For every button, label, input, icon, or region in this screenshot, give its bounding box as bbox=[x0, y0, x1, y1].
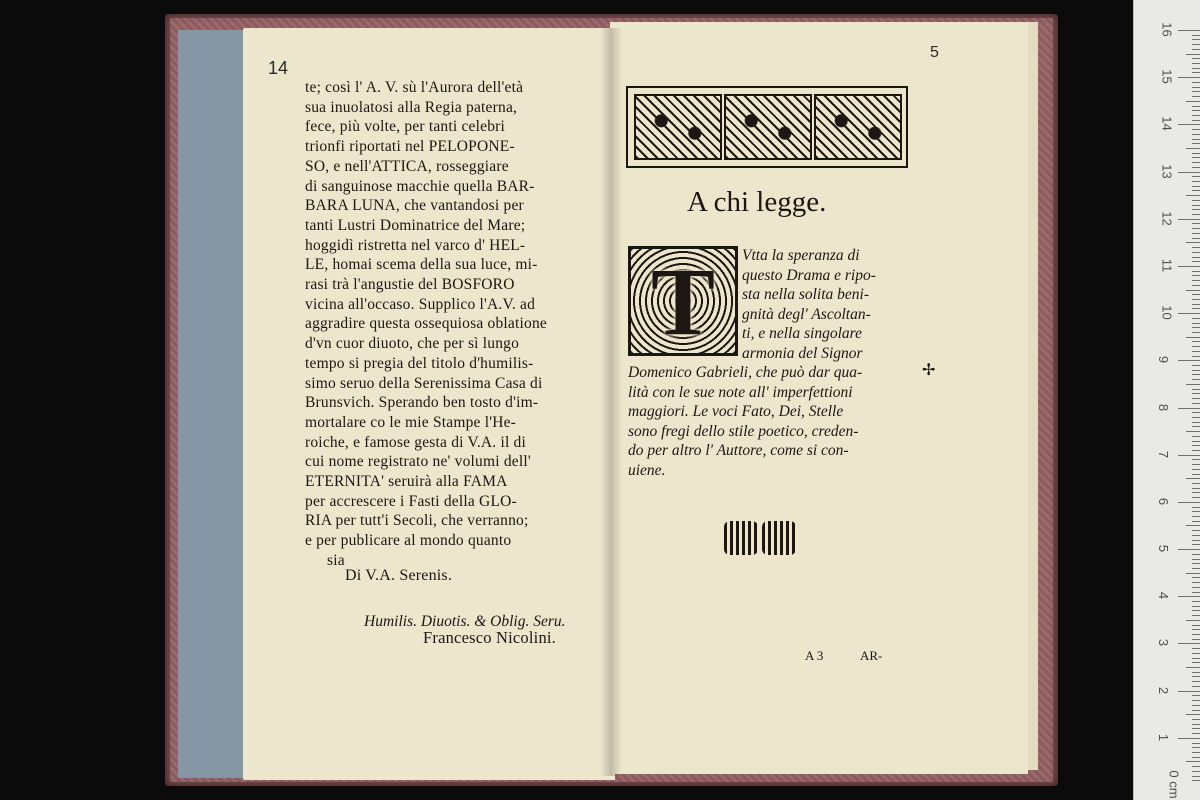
text-line: ti, e nella singolare bbox=[742, 325, 862, 342]
text-line: gnità degl' Ascoltan- bbox=[742, 305, 871, 323]
ruler-tick bbox=[1192, 492, 1200, 493]
ruler-tick bbox=[1192, 780, 1200, 781]
text-line: sono fregi dello stile poetico, creden- bbox=[628, 422, 859, 440]
ruler-number: 12 bbox=[1159, 211, 1175, 226]
book-gutter bbox=[600, 28, 622, 776]
text-line: hoggidì ristretta nel varco d' HEL- bbox=[305, 236, 526, 254]
ruler-tick bbox=[1186, 478, 1200, 479]
ruler-tick bbox=[1192, 544, 1200, 545]
text-line: sta nella solita beni- bbox=[742, 286, 870, 303]
ruler-tick bbox=[1186, 384, 1200, 385]
ruler-tick bbox=[1192, 676, 1200, 677]
ruler-tick bbox=[1192, 412, 1200, 413]
ruler-tick bbox=[1186, 337, 1200, 338]
ruler-tick bbox=[1186, 525, 1200, 526]
ruler-tick bbox=[1178, 266, 1200, 267]
ruler-tick bbox=[1186, 101, 1200, 102]
ruler-tick bbox=[1192, 365, 1200, 366]
text-line: vicina all'occaso. Supplico l'A.V. ad bbox=[305, 295, 536, 313]
ruler-tick bbox=[1192, 214, 1200, 215]
text-line: roiche, e famose gesta di V.A. il di bbox=[305, 433, 526, 451]
ruler-tick bbox=[1192, 700, 1200, 701]
ruler-number: 1 bbox=[1156, 733, 1172, 741]
ruler-tick bbox=[1192, 648, 1200, 649]
ruler-tick bbox=[1192, 304, 1200, 305]
ruler-number: 10 bbox=[1159, 305, 1175, 320]
ruler-tick bbox=[1192, 672, 1200, 673]
ruler-tick bbox=[1192, 559, 1200, 560]
ruler-tick bbox=[1192, 488, 1200, 489]
ruler-tick bbox=[1192, 228, 1200, 229]
ruler-tick bbox=[1186, 667, 1200, 668]
signature-line-1: Humilis. Diuotis. & Oblig. Seru. bbox=[364, 613, 566, 630]
catchword: AR- bbox=[860, 648, 883, 663]
right-page-pencil-number: 5 bbox=[930, 44, 939, 61]
ruler-tick bbox=[1186, 54, 1200, 55]
text-line: BARA LUNA, che vantandosi per bbox=[305, 197, 524, 215]
initial-letter: T bbox=[650, 247, 716, 355]
text-line: mortalare co le mie Stampe l'He- bbox=[305, 413, 517, 431]
tailpiece-ornament bbox=[762, 521, 796, 555]
ruler-tick bbox=[1192, 516, 1200, 517]
ruler-tick bbox=[1192, 200, 1200, 201]
ruler-tick bbox=[1192, 327, 1200, 328]
ruler-tick bbox=[1192, 776, 1200, 777]
ruler-tick bbox=[1192, 233, 1200, 234]
ruler-number: 8 bbox=[1156, 403, 1172, 411]
ruler-tick bbox=[1192, 757, 1200, 758]
text-line: simo seruo della Serenissima Casa di bbox=[305, 374, 543, 392]
ruler-tick bbox=[1186, 761, 1200, 762]
ruler-tick bbox=[1178, 30, 1200, 31]
ruler-tick bbox=[1192, 294, 1200, 295]
ruler-tick bbox=[1192, 469, 1200, 470]
ruler-tick bbox=[1192, 181, 1200, 182]
ruler-tick bbox=[1192, 601, 1200, 602]
ruler-tick bbox=[1192, 299, 1200, 300]
ruler-tick bbox=[1192, 507, 1200, 508]
ruler-number: 7 bbox=[1156, 450, 1172, 458]
ruler-tick bbox=[1192, 752, 1200, 753]
text-line: cui nome registrato ne' volumi dell' bbox=[305, 453, 531, 471]
ruler-tick bbox=[1192, 186, 1200, 187]
ruler-tick bbox=[1192, 417, 1200, 418]
text-line: lità con le sue note all' imperfettioni bbox=[628, 383, 853, 401]
ruler-tick bbox=[1192, 710, 1200, 711]
ruler-tick bbox=[1178, 77, 1200, 78]
ruler-tick bbox=[1192, 68, 1200, 69]
ruler-tick bbox=[1178, 502, 1200, 503]
text-line: e per publicare al mondo quanto bbox=[305, 532, 512, 550]
text-line: maggiori. Le voci Fato, Dei, Stelle bbox=[628, 403, 844, 420]
ruler-tick bbox=[1192, 285, 1200, 286]
ruler-tick bbox=[1192, 459, 1200, 460]
ruler-tick bbox=[1192, 426, 1200, 427]
ruler-tick bbox=[1192, 205, 1200, 206]
text-line: tempo si pregia del titolo d'humilis- bbox=[305, 354, 534, 372]
ruler-tick bbox=[1192, 587, 1200, 588]
text-line: d'vn cuor diuoto, che per sì lungo bbox=[305, 335, 520, 353]
ruler-tick bbox=[1192, 422, 1200, 423]
ruler-number: 15 bbox=[1159, 69, 1175, 84]
ruler-tick bbox=[1192, 728, 1200, 729]
ruler-tick bbox=[1192, 577, 1200, 578]
ruler-number: 16 bbox=[1159, 22, 1175, 37]
ruler-tick bbox=[1192, 271, 1200, 272]
ruler-tick bbox=[1192, 705, 1200, 706]
ruler-tick bbox=[1192, 308, 1200, 309]
ruler-tick bbox=[1192, 356, 1200, 357]
ruler-tick bbox=[1192, 49, 1200, 50]
text-line: LE, homai scema della sua luce, mi- bbox=[305, 256, 538, 274]
ruler-tick bbox=[1192, 63, 1200, 64]
ruler-tick bbox=[1192, 653, 1200, 654]
ruler-tick bbox=[1192, 318, 1200, 319]
ruler-tick bbox=[1192, 615, 1200, 616]
ruler-tick bbox=[1192, 120, 1200, 121]
ruler-tick bbox=[1178, 124, 1200, 125]
text-line: rasi trà l'angustie del BOSFORO bbox=[305, 276, 515, 293]
ruler-tick bbox=[1192, 129, 1200, 130]
ruler-tick bbox=[1192, 662, 1200, 663]
ruler-tick bbox=[1192, 639, 1200, 640]
marginal-star-mark: ✢ bbox=[922, 362, 936, 379]
ruler-tick bbox=[1192, 450, 1200, 451]
ruler-tick bbox=[1192, 115, 1200, 116]
decorated-initial bbox=[628, 246, 738, 356]
ruler-tick bbox=[1192, 445, 1200, 446]
ruler-number: 13 bbox=[1159, 163, 1175, 179]
ornament-block bbox=[634, 94, 722, 160]
ruler-tick bbox=[1192, 143, 1200, 144]
ruler-number: 11 bbox=[1159, 258, 1175, 273]
ruler-tick bbox=[1192, 474, 1200, 475]
ruler-tick bbox=[1192, 389, 1200, 390]
ruler-tick bbox=[1178, 455, 1200, 456]
ruler-tick bbox=[1192, 247, 1200, 248]
ruler-tick bbox=[1192, 658, 1200, 659]
ruler-tick bbox=[1192, 403, 1200, 404]
text-line: uiene. bbox=[628, 461, 666, 479]
ruler-tick bbox=[1192, 563, 1200, 564]
text-line: tanti Lustri Dominatrice del Mare; bbox=[305, 216, 526, 234]
ruler-tick bbox=[1186, 431, 1200, 432]
ruler-tick bbox=[1186, 290, 1200, 291]
ruler-tick bbox=[1192, 441, 1200, 442]
ruler-tick bbox=[1178, 549, 1200, 550]
ruler-tick bbox=[1192, 634, 1200, 635]
ruler-tick bbox=[1192, 223, 1200, 224]
text-line: armonia del Signor bbox=[742, 344, 863, 362]
ruler-tick bbox=[1192, 625, 1200, 626]
ruler-tick bbox=[1192, 379, 1200, 380]
ruler-tick bbox=[1192, 540, 1200, 541]
ruler-tick bbox=[1192, 106, 1200, 107]
ruler-tick bbox=[1192, 610, 1200, 611]
ruler-tick bbox=[1192, 686, 1200, 687]
ruler-tick bbox=[1178, 219, 1200, 220]
ruler-tick bbox=[1178, 408, 1200, 409]
ruler-tick bbox=[1192, 176, 1200, 177]
signature-name: Francesco Nicolini. bbox=[423, 628, 557, 647]
ruler-tick bbox=[1192, 724, 1200, 725]
ruler-tick bbox=[1192, 82, 1200, 83]
ruler-tick bbox=[1192, 35, 1200, 36]
ruler-number: 3 bbox=[1156, 639, 1172, 647]
text-line: trionfi riportati nel PELOPONE- bbox=[305, 138, 515, 156]
ruler-tick bbox=[1192, 681, 1200, 682]
ruler-tick bbox=[1192, 568, 1200, 569]
ruler-tick bbox=[1192, 190, 1200, 191]
ruler-tick bbox=[1192, 511, 1200, 512]
ruler-tick bbox=[1192, 58, 1200, 59]
ruler-tick bbox=[1192, 44, 1200, 45]
ruler-tick bbox=[1192, 209, 1200, 210]
ruler-tick bbox=[1192, 554, 1200, 555]
ruler-tick bbox=[1192, 393, 1200, 394]
text-line: Brunsvich. Sperando ben tosto d'im- bbox=[305, 394, 539, 412]
ruler-tick bbox=[1186, 242, 1200, 243]
ruler-tick bbox=[1192, 606, 1200, 607]
ruler-tick bbox=[1192, 497, 1200, 498]
text-line: Vtta la speranza di bbox=[742, 247, 860, 264]
ruler-tick bbox=[1192, 238, 1200, 239]
ruler-tick bbox=[1192, 139, 1200, 140]
text-line: Domenico Gabrieli, che può dar qua- bbox=[628, 364, 863, 381]
ruler-tick bbox=[1192, 374, 1200, 375]
ruler-number: 6 bbox=[1156, 497, 1172, 505]
text-line: questo Drama e ripo- bbox=[742, 266, 876, 284]
ruler-tick bbox=[1178, 313, 1200, 314]
ruler-tick bbox=[1192, 530, 1200, 531]
text-line: aggradire questa ossequiosa oblatione bbox=[305, 315, 547, 333]
ruler-tick bbox=[1192, 96, 1200, 97]
ruler-number: 2 bbox=[1156, 686, 1172, 694]
ruler-tick bbox=[1192, 592, 1200, 593]
ruler-tick bbox=[1186, 714, 1200, 715]
ruler-tick bbox=[1178, 738, 1200, 739]
ruler-tick bbox=[1178, 596, 1200, 597]
ruler-tick bbox=[1186, 620, 1200, 621]
ruler-tick bbox=[1192, 747, 1200, 748]
ruler-tick bbox=[1192, 341, 1200, 342]
text-line: SO, e nell'ATTICA, rosseggiare bbox=[305, 157, 509, 175]
tailpiece-ornament bbox=[724, 521, 758, 555]
ruler-tick bbox=[1192, 719, 1200, 720]
text-line: sua inuolatosi alla Regia paterna, bbox=[305, 98, 518, 116]
left-page-pencil-number: 14 bbox=[268, 58, 289, 78]
ruler-tick bbox=[1192, 351, 1200, 352]
ruler-tick bbox=[1192, 436, 1200, 437]
ruler-tick bbox=[1192, 521, 1200, 522]
ruler-tick bbox=[1178, 360, 1200, 361]
text-line: te; così l' A. V. sù l'Aurora dell'età bbox=[305, 79, 524, 96]
ruler-tick bbox=[1192, 87, 1200, 88]
headpiece-ornament bbox=[626, 86, 908, 168]
text-line: per accrescere i Fasti della GLO- bbox=[305, 492, 517, 510]
ruler-tick bbox=[1192, 162, 1200, 163]
text-line: do per altro l' Auttore, come si con- bbox=[628, 442, 849, 459]
text-line: ETERNITA' seruirà alla FAMA bbox=[305, 473, 508, 490]
ruler-tick bbox=[1192, 370, 1200, 371]
show-through-text bbox=[640, 575, 644, 591]
section-title: A chi legge. bbox=[687, 186, 827, 218]
ruler-tick bbox=[1178, 172, 1200, 173]
ruler-number: 0 cm bbox=[1166, 770, 1182, 799]
ruler-tick bbox=[1192, 733, 1200, 734]
ornament-block bbox=[724, 94, 812, 160]
ruler-tick bbox=[1192, 275, 1200, 276]
text-line: sia bbox=[327, 551, 345, 569]
ruler-tick bbox=[1192, 629, 1200, 630]
ruler-tick bbox=[1192, 323, 1200, 324]
ruler-tick bbox=[1192, 582, 1200, 583]
ruler-tick bbox=[1192, 332, 1200, 333]
ruler-tick bbox=[1186, 195, 1200, 196]
ruler-tick bbox=[1186, 148, 1200, 149]
ruler-tick bbox=[1192, 346, 1200, 347]
ruler-tick bbox=[1178, 643, 1200, 644]
ruler-tick bbox=[1192, 257, 1200, 258]
ruler-tick bbox=[1192, 39, 1200, 40]
ruler-number: 5 bbox=[1156, 544, 1172, 553]
ruler-tick bbox=[1192, 398, 1200, 399]
ornament-block bbox=[814, 94, 902, 160]
ruler-tick bbox=[1192, 771, 1200, 772]
ruler-tick bbox=[1192, 695, 1200, 696]
ruler-tick bbox=[1192, 157, 1200, 158]
ruler-number: 9 bbox=[1156, 356, 1172, 364]
ruler-tick bbox=[1192, 464, 1200, 465]
ruler-tick bbox=[1192, 153, 1200, 154]
signature-mark: A 3 bbox=[805, 648, 824, 663]
ruler-tick bbox=[1192, 483, 1200, 484]
text-line: di sanguinose macchie quella BAR- bbox=[305, 177, 535, 195]
ruler-tick bbox=[1192, 535, 1200, 536]
closing-salutation: Di V.A. Serenis. bbox=[345, 567, 453, 584]
ruler-tick bbox=[1192, 261, 1200, 262]
text-line: RIA per tutt'i Secoli, che verranno; bbox=[305, 512, 529, 530]
ruler-tick bbox=[1178, 691, 1200, 692]
ruler-tick bbox=[1192, 110, 1200, 111]
ruler-tick bbox=[1192, 167, 1200, 168]
ruler-tick bbox=[1192, 743, 1200, 744]
ruler-tick bbox=[1192, 91, 1200, 92]
ruler-tick bbox=[1192, 766, 1200, 767]
ruler-number: 4 bbox=[1156, 592, 1172, 600]
ruler-tick bbox=[1192, 134, 1200, 135]
ruler-tick bbox=[1192, 280, 1200, 281]
ruler-tick bbox=[1192, 72, 1200, 73]
ruler-tick bbox=[1186, 573, 1200, 574]
ruler-number: 14 bbox=[1159, 116, 1175, 132]
text-line: fece, più volte, per tanti celebri bbox=[305, 118, 506, 136]
ruler-tick bbox=[1192, 252, 1200, 253]
